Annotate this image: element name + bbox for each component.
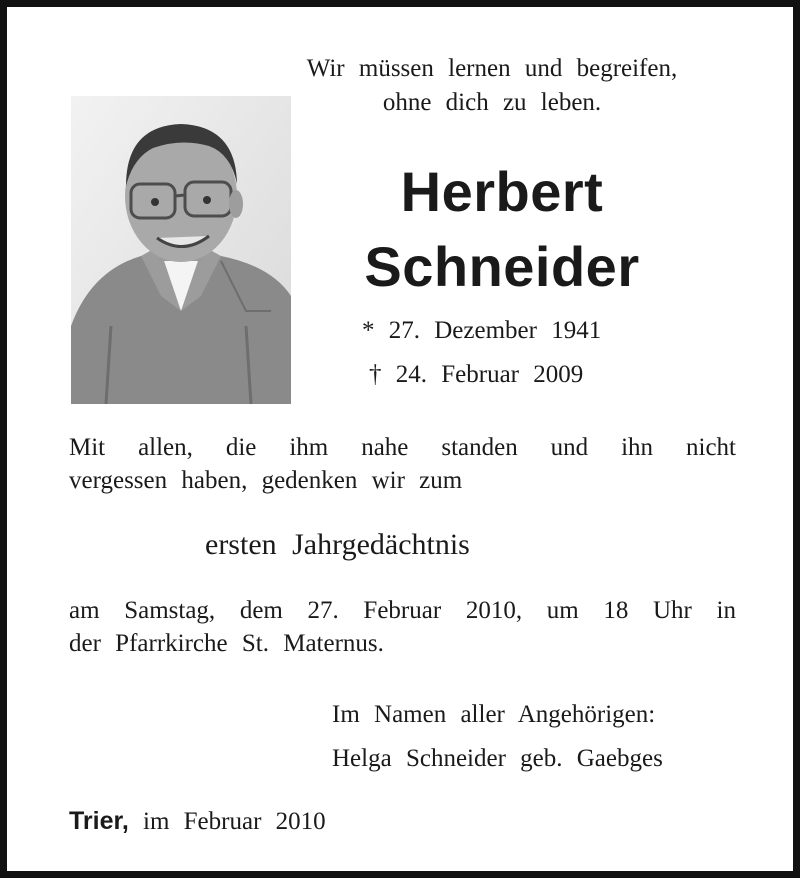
intro-line-1: Mit allen, die ihm nahe standen und ihn nicht [69, 434, 736, 461]
motto [237, 52, 747, 120]
deceased-first-name: Herbert [400, 160, 604, 223]
signature-line-2: Helga Schneider geb. Gaebges [332, 745, 663, 772]
intro-line-2: vergessen haben, gedenken wir zum [69, 467, 463, 494]
motto-line-1: Wir müssen lernen und begreifen, [306, 55, 678, 82]
footer [69, 804, 326, 839]
service-line-1: am Samstag, dem 27. Februar 2010, um 18 Uhr in [69, 597, 736, 624]
occasion-heading: ersten Jahrgedächtnis [205, 528, 470, 561]
portrait-photo-drawing [71, 96, 291, 404]
death-date: † 24. Februar 2009 [369, 361, 584, 388]
signature-line-1: Im Namen aller Angehörigen: [332, 701, 656, 728]
portrait-photo [71, 96, 291, 404]
service-line-2: der Pfarrkirche St. Maternus. [69, 630, 384, 657]
deceased-last-name: Schneider [364, 235, 640, 298]
footer-place: Trier, [69, 807, 129, 835]
birth-date: * 27. Dezember 1941 [362, 317, 602, 344]
footer-date: im Februar 2010 [143, 808, 326, 835]
motto-line-2: ohne dich zu leben. [382, 89, 602, 116]
